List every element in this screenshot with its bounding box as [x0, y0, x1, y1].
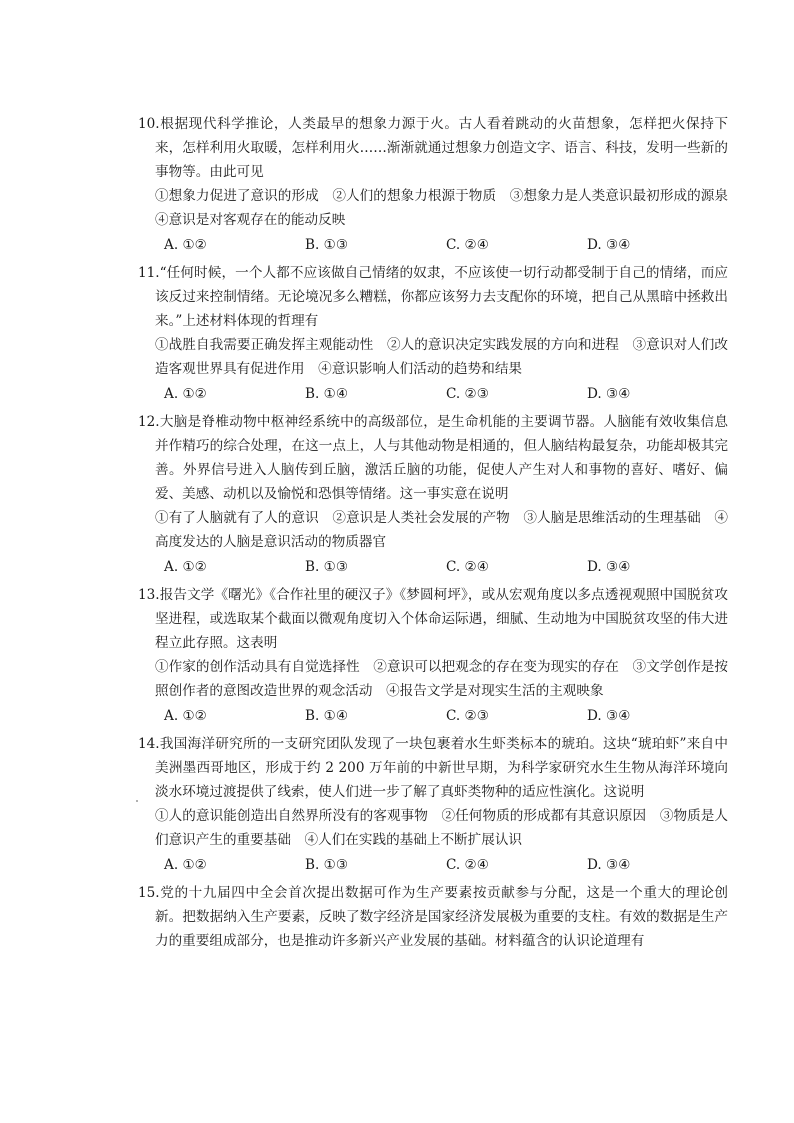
option-d[interactable]: D. ③④ [587, 386, 631, 402]
option-a[interactable]: A. ①② [164, 237, 207, 253]
question-stem: 报告文学《曙光》《合作社里的硬汉子》《梦圆柯坪》，或从宏观角度以多点透视观照中国脱贫攻坚进程，或选取某个截面以微观角度切入个体命运际遇，细腻、生动地为中国脱贫攻坚的伟大进程立此存照。这表明 [155, 587, 728, 651]
question-15 [138, 881, 728, 953]
option-a[interactable]: A. ①② [164, 857, 207, 873]
question-stem: 大脑是脊椎动物中枢神经系统中的高级部位，是生命机能的主要调节器。人脑能有效收集信息并作精巧的综合处理，在这一点上，人与其他动物是相通的，但人脑结构最复杂，功能却极其完善。外界信号进入人脑传到丘脑，激活丘脑的功能，促使人产生对人和事物的喜好、嗜好、偏爱、美感、动机以及愉悦和恐惧等情绪。这一事实意在说明 [155, 414, 728, 502]
question-number: 12. [138, 414, 160, 430]
option-row [138, 233, 728, 257]
question-10 [138, 112, 742, 257]
option-row [138, 382, 728, 406]
option-c[interactable]: C. ②③ [446, 386, 489, 402]
question-stem: 我国海洋研究所的一支研究团队发现了一块包裹着水生虾类标本的琥珀。这块“琥珀虾”来自中美洲墨西哥地区，形成于约 2 200 万年前的中新世早期，为科学家研究水生生物从海洋环境向淡水环境过渡提供了线索，使人们进一步了解了真虾类物种的适应性演化。这说明 [155, 736, 728, 800]
question-stem: “任何时候，一个人都不应该做自己情绪的奴隶，不应该使一切行动都受制于自己的情绪，而应该反过来控制情绪。无论境况多么糟糕，你都应该努力去支配你的环境，把自己从黑暗中拯救出来。”上述材料体现的哲理有 [155, 265, 728, 329]
question-stem: 党的十九届四中全会首次提出数据可作为生产要素按贡献参与分配，这是一个重大的理论创新。把数据纳入生产要素，反映了数字经济是国家经济发展极为重要的支柱。有效的数据是生产力的重要组成部分，也是推动许多新兴产业发展的基础。材料蕴含的认识论道理有 [155, 885, 728, 949]
option-d[interactable]: D. ③④ [587, 559, 631, 575]
question-statements: ①作家的创作活动具有自觉选择性 ②意识可以把观念的存在变为现实的存在 ③文学创作是按照创作者的意图改造世界的观念活动 ④报告文学是对现实生活的主观映象 [155, 659, 728, 699]
option-a[interactable]: A. ①② [164, 708, 207, 724]
question-statements: ①想象力促进了意识的形成 ②人们的想象力根源于物质 ③想象力是人类意识最初形成的源泉 ④意识是对客观存在的能动反映 [155, 188, 742, 228]
option-b[interactable]: B. ①③ [305, 559, 349, 575]
option-b[interactable]: B. ①③ [305, 857, 349, 873]
option-b[interactable]: B. ①④ [305, 708, 349, 724]
question-number: 13. [138, 587, 160, 603]
question-11 [138, 261, 728, 406]
option-d[interactable]: D. ③④ [587, 237, 631, 253]
question-number: 10. [138, 116, 160, 132]
question-list [138, 112, 742, 957]
question-12 [138, 410, 728, 579]
option-a[interactable]: A. ①② [164, 386, 207, 402]
question-number: 14. [138, 736, 160, 752]
question-14 [138, 732, 728, 877]
option-row [138, 555, 728, 579]
question-number: 11. [138, 265, 160, 281]
option-c[interactable]: C. ②④ [446, 559, 489, 575]
question-number: 15. [138, 885, 160, 901]
scan-speck [136, 800, 138, 802]
option-row [138, 704, 728, 728]
question-statements: ①战胜自我需要正确发挥主观能动性 ②人的意识决定实践发展的方向和进程 ③意识对人们改造客观世界具有促进作用 ④意识影响人们活动的趋势和结果 [155, 337, 728, 377]
option-d[interactable]: D. ③④ [587, 708, 631, 724]
option-a[interactable]: A. ①② [164, 559, 207, 575]
question-statements: ①人的意识能创造出自然界所没有的客观事物 ②任何物质的形成都有其意识原因 ③物质是人们意识产生的重要基础 ④人们在实践的基础上不断扩展认识 [155, 808, 728, 848]
question-stem: 根据现代科学推论，人类最早的想象力源于火。古人看着跳动的火苗想象，怎样把火保持下来，怎样利用火取暖，怎样利用火……渐渐就通过想象力创造文字、语言、科技，发明一些新的事物等。由此可见 [155, 116, 728, 180]
option-b[interactable]: B. ①④ [305, 386, 349, 402]
option-c[interactable]: C. ②③ [446, 708, 489, 724]
question-statements: ①有了人脑就有了人的意识 ②意识是人类社会发展的产物 ③人脑是思维活动的生理基础 ④高度发达的人脑是意识活动的物质器官 [155, 510, 728, 550]
option-d[interactable]: D. ③④ [587, 857, 631, 873]
option-b[interactable]: B. ①③ [305, 237, 349, 253]
option-row [138, 853, 728, 877]
option-c[interactable]: C. ②④ [446, 237, 489, 253]
option-c[interactable]: C. ②④ [446, 857, 489, 873]
question-13 [138, 583, 728, 728]
